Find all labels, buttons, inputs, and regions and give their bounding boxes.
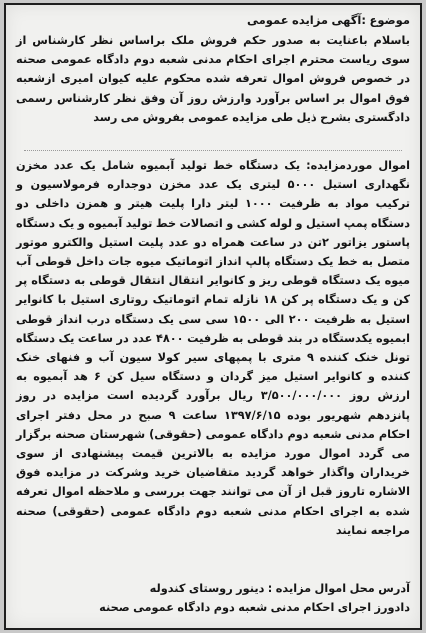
section-divider (24, 150, 402, 151)
newspaper-clipping (4, 3, 422, 630)
notice-intro: باسلام باعنایت به صدور حکم فروش ملک براساس نظر کارشناس از سوی ریاست محترم اجرای احکام مدنی شعبه دوم دادگاه عمومی صحنه در خصوص فروش اموال تعرفه شده محکوم علیه کیوان امیری ازشعبه فوق اموال بر اساس برآورد وارزش روز آن وفق نظر کارشناس رسمی دادگستری بشرح ذیل طی مزایده عمومی بفروش می رسد (16, 34, 410, 124)
signature-line: دادورز اجرای احکام مدنی شعبه دوم دادگاه عمومی صحنه (99, 601, 410, 614)
auction-address: آدرس محل اموال مزایده : دینور روستای کندوله (149, 582, 410, 595)
notice-title: موضوع :آگهی مزایده عمومی (247, 13, 410, 27)
notice-body: اموال موردمزایده: یک دستگاه خط تولید آبمیوه شامل یک عدد مخزن نگهداری استیل ۵۰۰۰ لیتری یک عدد مخزن دوجداره فرمولاسیون و ترکیب مواد به ظرفیت ۱۰۰۰ لیتر دارا پلیت هیتر و همزن داخلی دو دستگاه پمپ استیل و لوله کشی و اتصالات خط تولید آبمیوه و یک دستگاه پاستور یزاتور ۲تن در ساعت همراه دو عدد پلیت استیل والکترو موتور متصل به خط یک دستگاه پالپ انداز اتوماتیک میوه جات داخل قوطی آب میوه یک دستگاه قوطی ریز و کانوایر انتقال انتقال قوطی به دستگاه پر کن و یک دستگاه پر کن ۱۸ نازله تمام اتوماتیک روتاری استیل با کانوایر استیل به ظرفیت ۲۰۰ الی ۱۵۰۰ سی سی یک دستگاه درب انداز قوطی ابمیوه یکدستگاه در بند قوطی به ظرفیت ۴۸۰۰ عدد در ساعت یک دستگاه تونل خنک کننده ۹ متری با پمپهای سیر کولا سیون آب و فنهای خنک کننده و کانوایر استیل میز گردان و دستگاه سیل کن ۶ هد آبمیوه به ارزش روز ۳/۵۰۰/۰۰۰/۰۰۰ ریال برآورد گردیده است مزایده در روز پانزدهم شهریور بوده ۱۳۹۷/۶/۱۵ ساعت ۹ صبح در محل دفتر اجرای احکام مدنی شعبه دوم دادگاه عمومی (حقوقی) شهرستان صحنه برگزار می گردد اموال مورد مزایده به بالاترین قیمت پیشنهادی از سوی خریداران واگذار خواهد گردید متقاضیان خرید وشرکت در مزایده فوق الاشاره تاروز قبل از آن می توانند جهت بررسی و ملاحظه اموال تعرفه شده به اجرای احکام مدنی شعبه دوم دادگاه عمومی (حقوقی) صحنه مراجعه نمایند (16, 159, 411, 537)
notice-footer (16, 579, 410, 617)
